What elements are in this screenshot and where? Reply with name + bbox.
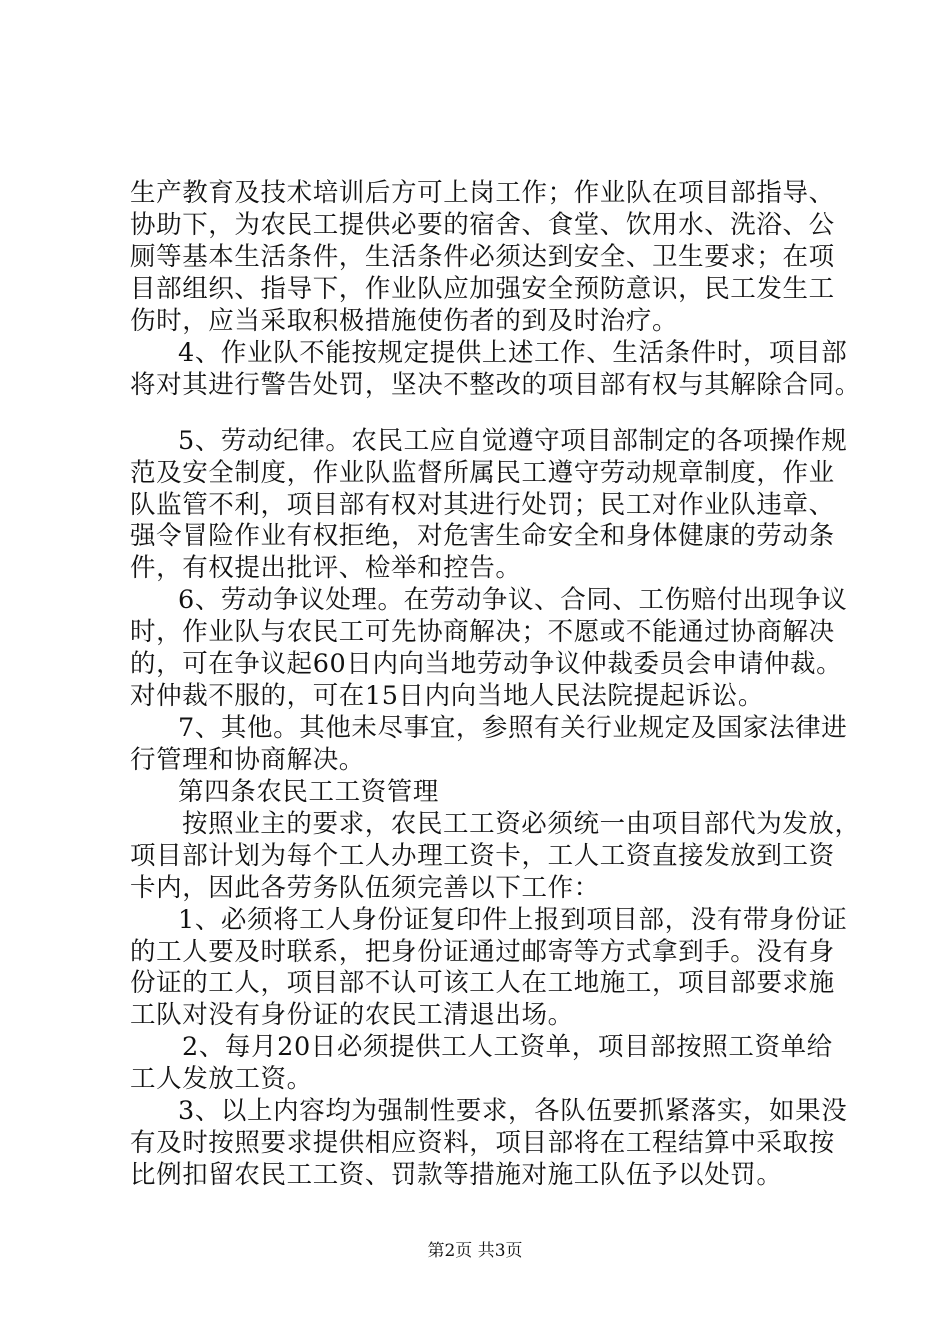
text-line: 范及安全制度，作业队监督所属民工遵守劳动规章制度，作业 (130, 458, 835, 488)
text-line: 份证的工人，项目部不认可该工人在工地施工，项目部要求施 (130, 968, 835, 998)
text-line: 1、必须将工人身份证复印件上报到项目部，没有带身份证 (178, 905, 848, 935)
text-line: 伤时，应当采取积极措施使伤者的到及时治疗。 (130, 306, 679, 336)
text-line: 工人发放工资。 (130, 1064, 313, 1094)
text-line: 的，可在争议起60日内向当地劳动争议仲裁委员会申请仲裁。 (130, 649, 843, 679)
text-line: 比例扣留农民工工资、罚款等措施对施工队伍予以处罚。 (130, 1160, 783, 1190)
text-line: 卡内，因此各劳务队伍须完善以下工作： (130, 873, 600, 903)
text-line: 强令冒险作业有权拒绝，对危害生命安全和身体健康的劳动条 (130, 521, 835, 551)
text-line: 项目部计划为每个工人办理工资卡，工人工资直接发放到工资 (130, 841, 835, 871)
text-line: 工队对没有身份证的农民工清退出场。 (130, 1000, 574, 1030)
text-line: 件，有权提出批评、检举和控告。 (130, 553, 522, 583)
text-line: 厕等基本生活条件，生活条件必须达到安全、卫生要求；在项 (130, 242, 835, 272)
page-number-footer: 第2页 共3页 (427, 1241, 523, 1261)
text-line: 5、劳动纪律。农民工应自觉遵守项目部制定的各项操作规 (178, 426, 848, 456)
text-line: 协助下，为农民工提供必要的宿舍、食堂、饮用水、洗浴、公 (130, 210, 835, 240)
text-line: 行管理和协商解决。 (130, 745, 365, 775)
text-line: 队监管不利，项目部有权对其进行处罚；民工对作业队违章、 (130, 490, 835, 520)
text-line: 目部组织、指导下，作业队应加强安全预防意识，民工发生工 (130, 274, 835, 304)
text-line: 3、以上内容均为强制性要求，各队伍要抓紧落实，如果没 (178, 1096, 848, 1126)
text-line: 4、作业队不能按规定提供上述工作、生活条件时，项目部 (178, 338, 848, 368)
text-line: 7、其他。其他未尽事宜，参照有关行业规定及国家法律进 (178, 713, 848, 743)
text-line: 按照业主的要求，农民工工资必须统一由项目部代为发放， (182, 809, 861, 839)
text-line: 6、劳动争议处理。在劳动争议、合同、工伤赔付出现争议 (178, 585, 848, 615)
text-line: 时，作业队与农民工可先协商解决；不愿或不能通过协商解决 (130, 617, 835, 647)
text-line: 将对其进行警告处罚，坚决不整改的项目部有权与其解除合同。 (130, 370, 861, 400)
text-line: 2、每月20日必须提供工人工资单，项目部按照工资单给 (182, 1032, 833, 1062)
section-heading: 第四条农民工工资管理 (178, 777, 440, 807)
text-line: 的工人要及时联系，把身份证通过邮寄等方式拿到手。没有身 (130, 937, 835, 967)
text-line: 对仲裁不服的，可在15日内向当地人民法院提起诉讼。 (130, 681, 764, 711)
text-line: 生产教育及技术培训后方可上岗工作；作业队在项目部指导、 (130, 178, 835, 208)
text-line: 有及时按照要求提供相应资料，项目部将在工程结算中采取按 (130, 1128, 835, 1158)
